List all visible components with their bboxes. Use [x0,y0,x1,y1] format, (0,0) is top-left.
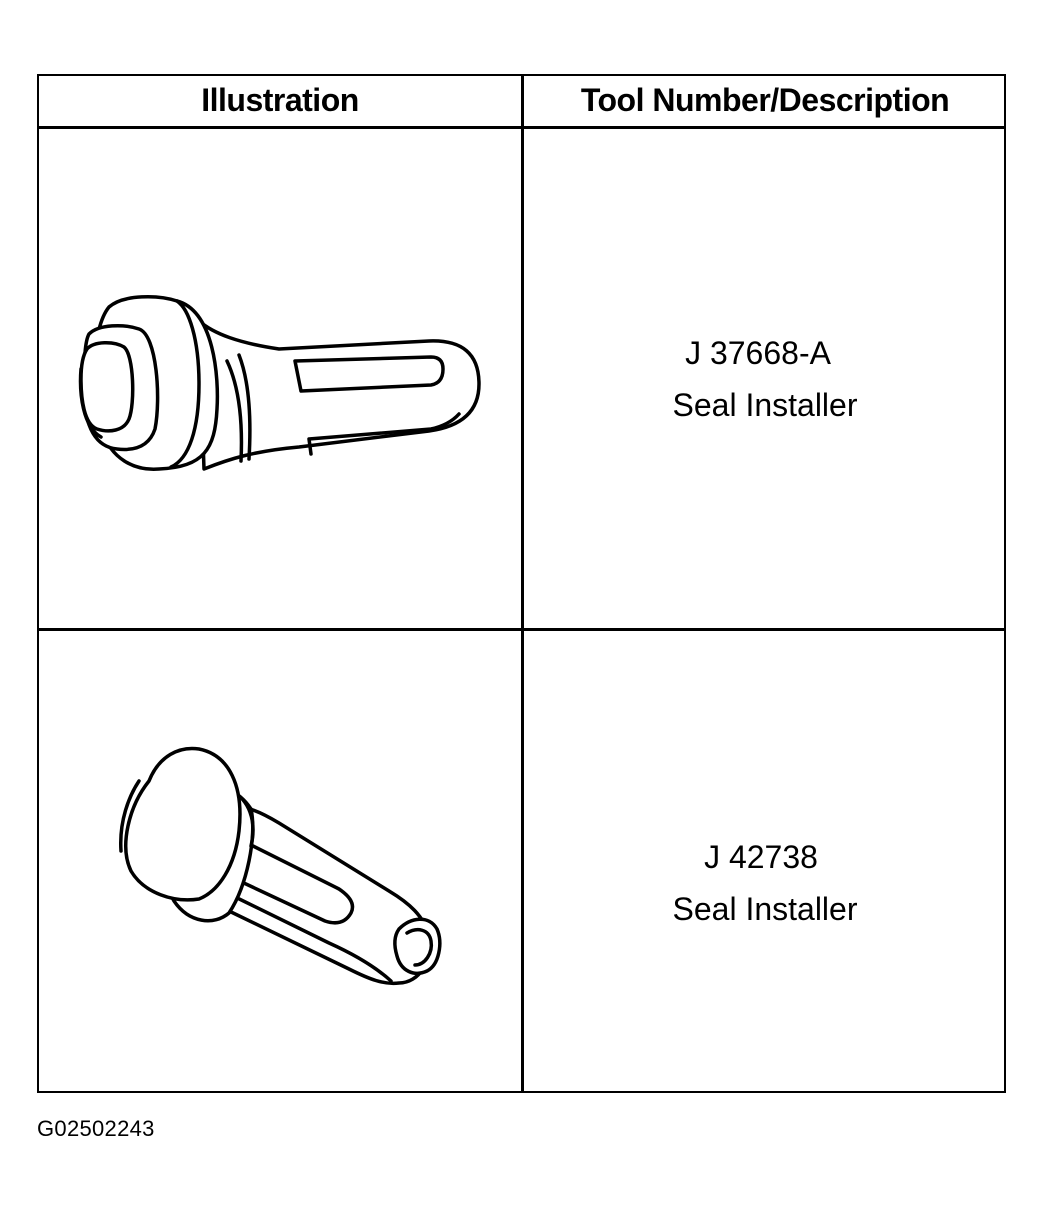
row-2-description-cell [524,631,1006,1093]
header-illustration: Illustration [201,82,359,118]
tool-number: J 42738 [704,839,818,875]
figure-id: G02502243 [37,1116,155,1141]
row-1-description-cell [524,129,1006,628]
tool-description: Seal Installer [672,387,858,423]
seal-installer-icon [39,129,521,628]
tool-description: Seal Installer [672,891,858,927]
tool-number: J 37668-A [685,335,831,371]
special-tools-table [37,74,1006,1093]
seal-installer-icon [39,631,521,1093]
row-1-illustration-cell [39,129,521,628]
row-2-illustration-cell [39,631,521,1093]
header-tool-number-description: Tool Number/Description [580,82,950,118]
